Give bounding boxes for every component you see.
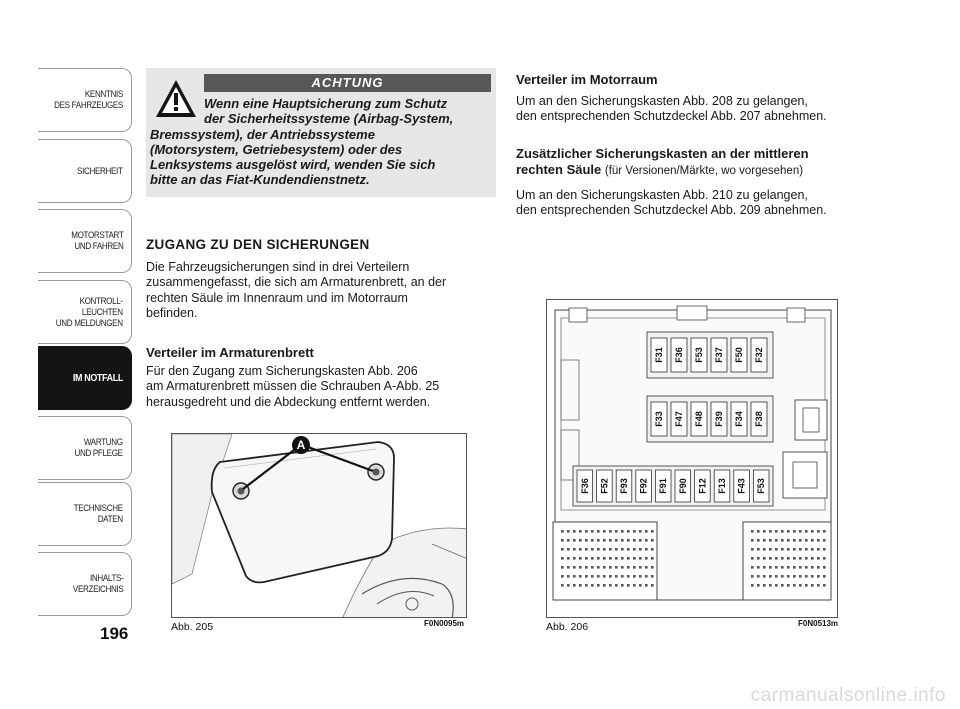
connector-pin bbox=[817, 539, 820, 542]
fuse-label: F50 bbox=[734, 347, 744, 363]
connector-pin bbox=[799, 557, 802, 560]
tab-label: KENNTNIS DES FAHRZEUGES bbox=[54, 89, 123, 111]
connector-pin bbox=[603, 575, 606, 578]
connector-pin bbox=[579, 584, 582, 587]
connector-pin bbox=[775, 566, 778, 569]
armaturenbrett-paragraph bbox=[146, 364, 439, 410]
text-line: Um an den Sicherungskasten Abb. 208 zu gelangen, bbox=[516, 94, 808, 108]
connector-pin bbox=[591, 575, 594, 578]
connector-pin bbox=[567, 566, 570, 569]
connector-pin bbox=[763, 539, 766, 542]
figure-fuse-box bbox=[546, 299, 838, 618]
connector-pin bbox=[787, 557, 790, 560]
tab-label: MOTORSTART UND FAHREN bbox=[70, 230, 123, 252]
text-line: befinden. bbox=[146, 306, 198, 321]
connector-pin bbox=[775, 575, 778, 578]
connector-pin bbox=[561, 539, 564, 542]
text-line: herausgedreht und die Abdeckung entfernt werden. bbox=[146, 394, 431, 409]
connector-pin bbox=[633, 530, 636, 533]
connector-pin bbox=[757, 548, 760, 551]
connector-pin bbox=[579, 539, 582, 542]
connector-pin bbox=[645, 548, 648, 551]
connector-pin bbox=[651, 548, 654, 551]
connector-pin bbox=[609, 548, 612, 551]
connector-pin bbox=[781, 575, 784, 578]
tab-label: INHALTS- VERZEICHNIS bbox=[72, 573, 123, 595]
connector-pin bbox=[597, 557, 600, 560]
connector-pin bbox=[621, 575, 624, 578]
figure-dashboard-cover bbox=[171, 433, 467, 618]
connector-pin bbox=[621, 548, 624, 551]
fuse-label: F32 bbox=[754, 347, 764, 363]
warning-title: ACHTUNG bbox=[204, 74, 491, 92]
connector-pin bbox=[627, 530, 630, 533]
connector-pin bbox=[591, 584, 594, 587]
connector-pin bbox=[615, 548, 618, 551]
connector-pin bbox=[639, 566, 642, 569]
connector-pin bbox=[597, 539, 600, 542]
connector-pin bbox=[769, 584, 772, 587]
connector-pin bbox=[615, 566, 618, 569]
connector-pin bbox=[651, 575, 654, 578]
connector-pin bbox=[609, 566, 612, 569]
connector-pin bbox=[585, 539, 588, 542]
text-line: den entsprechenden Schutzdeckel Abb. 207 abnehmen. bbox=[516, 109, 827, 124]
tab-label: KONTROLL- LEUCHTEN UND MELDUNGEN bbox=[56, 295, 123, 329]
connector-pin bbox=[627, 584, 630, 587]
connector-pin bbox=[781, 584, 784, 587]
connector-pin bbox=[751, 530, 754, 533]
connector-pin bbox=[597, 566, 600, 569]
connector-pin bbox=[585, 584, 588, 587]
connector-pin bbox=[591, 539, 594, 542]
connector-pin bbox=[621, 566, 624, 569]
connector-pin bbox=[567, 539, 570, 542]
subheading-armaturenbrett: Verteiler im Armaturenbrett bbox=[146, 345, 314, 360]
connector-pin bbox=[579, 530, 582, 533]
fuse-label: F48 bbox=[694, 411, 704, 427]
connector-pin bbox=[805, 566, 808, 569]
connector-pin bbox=[597, 575, 600, 578]
warning-line: (Motorsystem, Getriebesystem) oder des bbox=[150, 141, 403, 157]
connector-pin bbox=[775, 548, 778, 551]
fuse-label: F39 bbox=[714, 411, 724, 427]
tab-wartung[interactable] bbox=[38, 416, 132, 480]
connector-pin bbox=[823, 575, 826, 578]
text-line: rechten Säule im Innenraum und im Motorraum bbox=[146, 290, 408, 305]
connector-pin bbox=[805, 530, 808, 533]
connector-pin bbox=[763, 566, 766, 569]
connector-pin bbox=[573, 539, 576, 542]
connector-pin bbox=[805, 548, 808, 551]
text-line: den entsprechenden Schutzdeckel Abb. 209 abnehmen. bbox=[516, 203, 827, 218]
tab-kenntnis[interactable] bbox=[38, 68, 132, 132]
motorraum-paragraph bbox=[516, 94, 827, 125]
connector-pin bbox=[763, 575, 766, 578]
warning-line: Wenn eine Hauptsicherung zum Schutz bbox=[204, 96, 448, 111]
warning-box bbox=[146, 68, 496, 197]
connector-pin bbox=[793, 584, 796, 587]
fuse-label: F53 bbox=[756, 478, 767, 494]
fuse-label: F92 bbox=[638, 478, 649, 494]
connector-pin bbox=[817, 557, 820, 560]
tab-technische-daten[interactable] bbox=[38, 482, 132, 546]
connector-pin bbox=[805, 584, 808, 587]
warning-line: Bremssystem), der Antriebssysteme bbox=[150, 126, 375, 142]
figure-code: F0N0095m bbox=[424, 619, 465, 628]
heading-line: Zusätzlicher Sicherungskasten an der mittleren bbox=[516, 146, 809, 161]
connector-pin bbox=[627, 566, 630, 569]
connector-pin bbox=[787, 584, 790, 587]
connector-pin bbox=[603, 548, 606, 551]
connector-pin bbox=[817, 575, 820, 578]
connector-pin bbox=[585, 530, 588, 533]
tab-im-notfall[interactable] bbox=[38, 346, 132, 410]
page-number: 196 bbox=[100, 624, 129, 643]
connector-pin bbox=[591, 548, 594, 551]
connector-pin bbox=[787, 539, 790, 542]
connector-pin bbox=[633, 539, 636, 542]
connector-pin bbox=[775, 530, 778, 533]
connector-pin bbox=[787, 530, 790, 533]
connector-pin bbox=[769, 539, 772, 542]
connector-pin bbox=[751, 557, 754, 560]
connector-pin bbox=[609, 539, 612, 542]
connector-pin bbox=[769, 530, 772, 533]
connector-pin bbox=[597, 584, 600, 587]
connector-pin bbox=[811, 557, 814, 560]
connector-pin bbox=[609, 557, 612, 560]
connector-pin bbox=[561, 548, 564, 551]
connector-pin bbox=[609, 575, 612, 578]
warning-line: Lenksystems ausgelöst wird, wenden Sie sich bbox=[150, 157, 436, 173]
connector-pin bbox=[651, 584, 654, 587]
connector-pin bbox=[817, 566, 820, 569]
connector-pin bbox=[645, 566, 648, 569]
connector-pin bbox=[573, 557, 576, 560]
figure-code: F0N0513m bbox=[798, 619, 839, 628]
connector-pin bbox=[817, 584, 820, 587]
fuse-label: F93 bbox=[619, 478, 629, 494]
connector-pin bbox=[609, 584, 612, 587]
connector-pin bbox=[633, 584, 636, 587]
intro-paragraph bbox=[146, 260, 446, 322]
connector-pin bbox=[645, 530, 648, 533]
connector-pin bbox=[757, 584, 760, 587]
connector-pin bbox=[751, 575, 754, 578]
connector-pin bbox=[787, 548, 790, 551]
text-line: zusammengefasst, die sich am Armaturenbrett, an der bbox=[146, 275, 447, 290]
tab-label: SICHERHEIT bbox=[77, 165, 123, 177]
tab-motorstart[interactable] bbox=[38, 209, 132, 273]
figure-caption: Abb. 206 bbox=[546, 621, 589, 633]
tab-inhaltsverzeichnis[interactable] bbox=[38, 552, 132, 616]
connector-pin bbox=[567, 584, 570, 587]
connector-pin bbox=[573, 575, 576, 578]
heading-line: rechten Säule bbox=[516, 162, 602, 177]
connector-pin bbox=[621, 557, 624, 560]
connector-pin bbox=[615, 575, 618, 578]
connector-pin bbox=[651, 539, 654, 542]
connector-pin bbox=[763, 548, 766, 551]
connector-pin bbox=[585, 557, 588, 560]
tab-label: TECHNISCHE DATEN bbox=[73, 503, 123, 525]
connector-pin bbox=[805, 557, 808, 560]
connector-pin bbox=[645, 575, 648, 578]
connector-pin bbox=[751, 539, 754, 542]
connector-pin bbox=[639, 530, 642, 533]
connector-pin bbox=[567, 575, 570, 578]
connector-pin bbox=[561, 566, 564, 569]
connector-pin bbox=[763, 557, 766, 560]
connector-pin bbox=[573, 584, 576, 587]
connector-pin bbox=[615, 584, 618, 587]
fuse-label: F53 bbox=[694, 347, 704, 363]
connector-pin bbox=[799, 566, 802, 569]
connector-pin bbox=[651, 566, 654, 569]
connector-pin bbox=[799, 575, 802, 578]
fuse-label: F31 bbox=[654, 347, 664, 363]
connector-pin bbox=[793, 557, 796, 560]
connector-pin bbox=[579, 548, 582, 551]
connector-pin bbox=[645, 557, 648, 560]
fuse-label: F90 bbox=[677, 478, 688, 494]
connector-pin bbox=[603, 566, 606, 569]
connector-pin bbox=[561, 584, 564, 587]
fuse-label: F36 bbox=[674, 347, 684, 363]
connector-pin bbox=[633, 566, 636, 569]
connector-pin bbox=[645, 539, 648, 542]
connector-pin bbox=[823, 557, 826, 560]
connector-pin bbox=[811, 584, 814, 587]
connector-pin bbox=[811, 575, 814, 578]
connector-pin bbox=[639, 548, 642, 551]
connector-pin bbox=[567, 530, 570, 533]
connector-pin bbox=[651, 530, 654, 533]
connector-pin bbox=[627, 575, 630, 578]
tab-sicherheit[interactable] bbox=[38, 139, 132, 203]
connector-pin bbox=[787, 575, 790, 578]
text-line: Für den Zugang zum Sicherungskasten Abb. 206 bbox=[146, 364, 418, 378]
connector-pin bbox=[781, 548, 784, 551]
connector-pin bbox=[799, 539, 802, 542]
heading-zusatz-sicherungskasten bbox=[516, 146, 809, 179]
fuse-label: F34 bbox=[734, 411, 744, 427]
connector-pin bbox=[823, 530, 826, 533]
tab-label: IM NOTFALL bbox=[72, 371, 123, 384]
connector-pin bbox=[769, 575, 772, 578]
connector-pin bbox=[799, 584, 802, 587]
fuse-box-illustration bbox=[547, 300, 838, 618]
figure-caption: Abb. 205 bbox=[171, 621, 214, 633]
connector-pin bbox=[805, 575, 808, 578]
connector-pin bbox=[579, 566, 582, 569]
callout-a: A bbox=[292, 436, 310, 454]
connector-pin bbox=[597, 548, 600, 551]
connector-pin bbox=[585, 548, 588, 551]
connector-pin bbox=[817, 530, 820, 533]
connector-pin bbox=[817, 548, 820, 551]
connector-pin bbox=[769, 566, 772, 569]
connector-pin bbox=[775, 584, 778, 587]
connector-pin bbox=[751, 566, 754, 569]
connector-pin bbox=[781, 530, 784, 533]
fuse-label: F13 bbox=[717, 478, 727, 494]
tab-kontrollleuchten[interactable] bbox=[38, 280, 132, 344]
warning-text bbox=[146, 96, 491, 188]
connector-pin bbox=[793, 575, 796, 578]
connector-pin bbox=[811, 566, 814, 569]
connector-pin bbox=[627, 557, 630, 560]
connector-pin bbox=[579, 575, 582, 578]
connector-pin bbox=[823, 584, 826, 587]
dashboard-cover-illustration bbox=[172, 434, 467, 618]
connector-pin bbox=[591, 566, 594, 569]
connector-pin bbox=[645, 584, 648, 587]
connector-pin bbox=[757, 557, 760, 560]
connector-pin bbox=[627, 539, 630, 542]
zusatz-paragraph bbox=[516, 188, 827, 219]
connector-pin bbox=[585, 566, 588, 569]
warning-line: der Sicherheitssysteme (Airbag-System, bbox=[204, 111, 454, 127]
connector-pin bbox=[633, 575, 636, 578]
heading-note: (für Versionen/Märkte, wo vorgesehen) bbox=[604, 165, 804, 177]
connector-pin bbox=[751, 584, 754, 587]
connector-pin bbox=[757, 575, 760, 578]
connector-pin bbox=[561, 575, 564, 578]
connector-pin bbox=[757, 539, 760, 542]
connector-pin bbox=[633, 548, 636, 551]
fuse-label: F47 bbox=[674, 411, 684, 427]
connector-pin bbox=[567, 548, 570, 551]
connector-pin bbox=[573, 530, 576, 533]
connector-pin bbox=[781, 557, 784, 560]
connector-pin bbox=[769, 557, 772, 560]
fuse-label: F43 bbox=[736, 478, 747, 494]
connector-pin bbox=[621, 539, 624, 542]
connector-pin bbox=[627, 548, 630, 551]
connector-pin bbox=[573, 548, 576, 551]
connector-pin bbox=[751, 548, 754, 551]
connector-pin bbox=[811, 539, 814, 542]
connector-pin bbox=[823, 548, 826, 551]
fuse-label: F36 bbox=[579, 478, 590, 494]
connector-pin bbox=[781, 566, 784, 569]
connector-pin bbox=[757, 530, 760, 533]
connector-pin bbox=[811, 530, 814, 533]
connector-pin bbox=[567, 557, 570, 560]
connector-pin bbox=[769, 548, 772, 551]
connector-pin bbox=[799, 530, 802, 533]
connector-pin bbox=[793, 530, 796, 533]
connector-pin bbox=[793, 566, 796, 569]
connector-pin bbox=[633, 557, 636, 560]
tab-label: WARTUNG UND PFLEGE bbox=[74, 437, 123, 459]
connector-pin bbox=[621, 530, 624, 533]
connector-pin bbox=[561, 530, 564, 533]
connector-pin bbox=[823, 566, 826, 569]
connector-pin bbox=[805, 539, 808, 542]
connector-pin bbox=[603, 584, 606, 587]
connector-pin bbox=[603, 539, 606, 542]
connector-pin bbox=[793, 548, 796, 551]
connector-pin bbox=[639, 575, 642, 578]
connector-pin bbox=[775, 557, 778, 560]
fuse-label: F33 bbox=[654, 411, 664, 427]
connector-pin bbox=[799, 548, 802, 551]
connector-pin bbox=[585, 575, 588, 578]
footer-watermark: carmanualsonline.info bbox=[750, 685, 946, 706]
connector-pin bbox=[639, 539, 642, 542]
connector-pin bbox=[639, 557, 642, 560]
connector-pin bbox=[579, 557, 582, 560]
connector-pin bbox=[561, 557, 564, 560]
connector-pin bbox=[811, 548, 814, 551]
connector-pin bbox=[787, 566, 790, 569]
connector-pin bbox=[591, 530, 594, 533]
connector-pin bbox=[603, 530, 606, 533]
connector-pin bbox=[573, 566, 576, 569]
text-line: am Armaturenbrett müssen die Schrauben A-Abb. 25 bbox=[146, 379, 440, 394]
text-line: Die Fahrzeugsicherungen sind in drei Verteilern bbox=[146, 260, 410, 274]
connector-pin bbox=[793, 539, 796, 542]
connector-pin bbox=[775, 539, 778, 542]
connector-pin bbox=[763, 584, 766, 587]
fuse-label: F52 bbox=[599, 478, 610, 494]
heading-motorraum: Verteiler im Motorraum bbox=[516, 72, 658, 87]
connector-pin bbox=[781, 539, 784, 542]
connector-pin bbox=[603, 557, 606, 560]
text-line: Um an den Sicherungskasten Abb. 210 zu gelangen, bbox=[516, 188, 808, 202]
connector-pin bbox=[651, 557, 654, 560]
warning-line: bitte an das Fiat-Kundendienstnetz. bbox=[150, 172, 370, 188]
fuse-label: F38 bbox=[754, 411, 764, 427]
connector-pin bbox=[615, 557, 618, 560]
connector-pin bbox=[615, 530, 618, 533]
connector-pin bbox=[639, 584, 642, 587]
connector-pin bbox=[823, 539, 826, 542]
connector-pin bbox=[609, 530, 612, 533]
fuse-label: F91 bbox=[658, 478, 669, 494]
fuse-label: F37 bbox=[714, 347, 724, 363]
connector-pin bbox=[621, 584, 624, 587]
fuse-label: F12 bbox=[697, 478, 708, 494]
connector-pin bbox=[591, 557, 594, 560]
connector-pin bbox=[763, 530, 766, 533]
connector-pin bbox=[597, 530, 600, 533]
section-heading: ZUGANG ZU DEN SICHERUNGEN bbox=[146, 237, 370, 252]
connector-pin bbox=[615, 539, 618, 542]
connector-pin bbox=[757, 566, 760, 569]
